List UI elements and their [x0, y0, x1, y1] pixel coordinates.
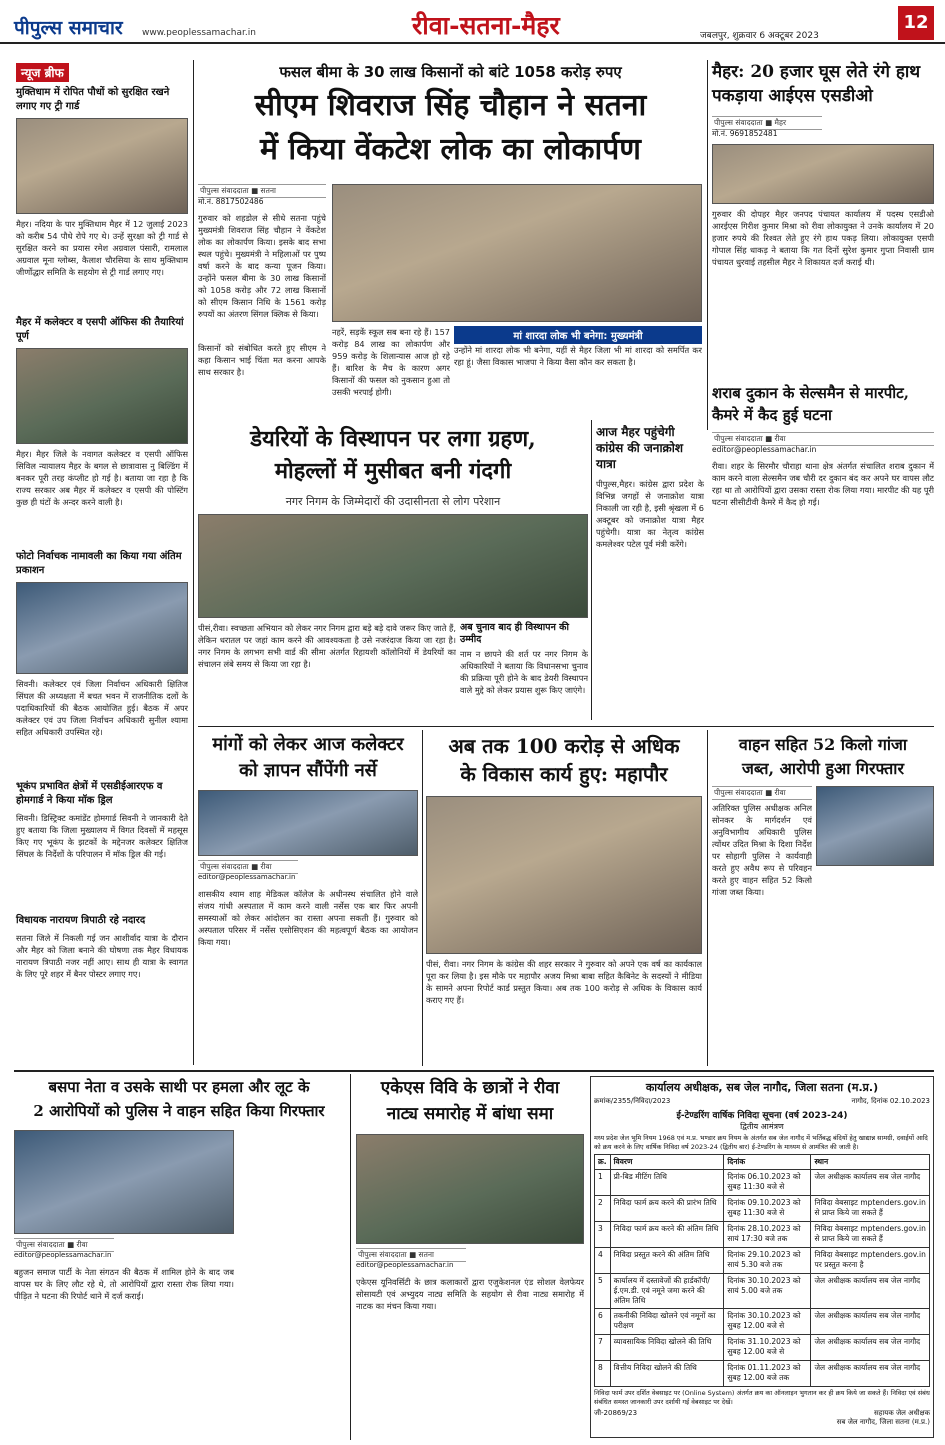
tender-row	[595, 1361, 930, 1387]
lead-photo	[332, 184, 702, 322]
brief-photo	[16, 118, 188, 214]
bsp-photo	[14, 1130, 234, 1234]
brief-photo	[16, 348, 188, 444]
tender-table	[594, 1154, 930, 1387]
bribe-byline: पीपुल्स संवाददाता ■ मैहर	[712, 116, 822, 130]
tender-cell: जेल अधीक्षक कार्यालय सब जेल नागौद	[811, 1309, 930, 1335]
nurses-email[interactable]: editor@peoplessamachar.in	[198, 873, 296, 881]
tender-cell: जेल अधीक्षक कार्यालय सब जेल नागौद	[811, 1335, 930, 1361]
tender-cell: जेल अधीक्षक कार्यालय सब जेल नागौद	[811, 1274, 930, 1309]
lead-byline: पीपुल्स संवाददाता ■ सतना	[198, 184, 326, 198]
mayor-headline-line2[interactable]: के विकास कार्य हुए: महापौर	[460, 762, 668, 786]
tender-intro: मध्य प्रदेश जेल भूमि नियम 1968 एवं म.प्र. भण्डार क्रय नियम के अंतर्गत सब जेल नागौद में भर्तिबद्ध बंदियों हेतु खाद्यान्न सामग्री, दवाईयों आदि को क्रय करने के लिए वार्षिक निविदा वर्ष 2023-24 (द्वितीय बार) ई-टेण्डरिंग के माध्यम से आमंत्रित की जाती है।	[594, 1134, 928, 1151]
dateline: जबलपुर, शुक्रवार 6 अक्टूबर 2023	[700, 31, 819, 41]
tender-row	[595, 1335, 930, 1361]
tender-cell: दिनांक 09.10.2023 को सुबह 11:30 बजे से	[724, 1196, 811, 1222]
brief-headline[interactable]: मुक्तिधाम में रोपित पौधों को सुरक्षित रखने लगाए गए ट्री गार्ड	[16, 87, 170, 112]
tender-cell: निविदा प्रस्तुत करने की अंतिम तिथि	[610, 1248, 724, 1274]
brief-headline[interactable]: विधायक नारायण त्रिपाठी रहे नदारद	[16, 915, 146, 926]
bsp-email[interactable]: editor@peoplessamachar.in	[14, 1251, 112, 1259]
aks-email[interactable]: editor@peoplessamachar.in	[356, 1261, 454, 1269]
tender-cell: व्यावसायिक निविदा खोलने की तिथि	[610, 1335, 724, 1361]
mayor-body: पीसं, रीवा। नगर निगम के कांग्रेस की शहर सरकार ने गुरुवार को अपने एक वर्ष का कार्यकाल पूरा कर लिया है। इस मौके पर महापौर अजय मिश्रा बाबा सहित कैबिनेट के सदस्यों ने मीडिया के सामने अपना रिपोर्ट कार्ड प्रस्तुत किया। अब तक 100 करोड़ से अधिक के विकास कार्य कराए गए हैं।	[426, 959, 702, 1005]
masthead	[0, 0, 945, 44]
tender-cell: दिनांक 06.10.2023 को सुबह 11:30 बजे से	[724, 1170, 811, 1196]
tender-code: जी-20869/23	[594, 1409, 638, 1417]
brief-headline[interactable]: भूकंप प्रभावित क्षेत्रों में एसडीईआरएफ व होमगार्ड ने किया मॉक ड्रिल	[16, 781, 163, 806]
tender-cell: जेल अधीक्षक कार्यालय सब जेल नागौद	[811, 1170, 930, 1196]
liquor-email[interactable]: editor@peoplessamachar.in	[712, 445, 817, 454]
tender-cell: दिनांक 30.10.2023 को सुबह 12.00 बजे से	[724, 1309, 811, 1335]
tender-ref: क्रमांक/2355/निविदा/2023	[594, 1097, 671, 1105]
lead-body-col1: गुरुवार को शहडोल से सीधे सतना पहुंचे मुख्यमंत्री शिवराज सिंह चौहान ने वेंकटेश लोक का लोकार्पण किया। इसके बाद सभा स्थल पहुंचे। मुख्यमंत्री ने महिलाओं पर पुष्प वर्षा करने के बाद कन्या पूजन किया। उन्होंने फसल बीमा के 30 लाख किसानों को 1058 करोड़ और 72 लाख किसानों को सीएम किसान निधि के 1561 करोड़ रुपयों का अंतरण सिंगल क्लिक से किया।	[198, 213, 326, 319]
tender-cell: 4	[595, 1248, 611, 1274]
liquor-body: रीवा। शहर के सिरमौर चौराहा थाना क्षेत्र अंतर्गत संचालित शराब दुकान में काम करने वाला सेल्समैन जब चौरी दर दुकान बंद कर अपने घर वापस लौट रहा था तो आरोपियों द्वारा उसका रास्ता रोक लिया गया। मारपीट की यह पूरी घटना सीसीटीवी कैमरे में कैद हो गई।	[712, 461, 934, 507]
column-divider	[707, 60, 708, 430]
tender-cell: 7	[595, 1335, 611, 1361]
dairy-deck: नगर निगम के जिम्मेदारों की उदासीनता से लोग परेशान	[285, 495, 501, 508]
lead-headline-line2[interactable]: में किया वेंकटेश लोक का लोकार्पण	[260, 132, 641, 167]
news-brief-column	[16, 62, 188, 1067]
ganja-byline: पीपुल्स संवाददाता ■ रीवा	[712, 786, 812, 800]
nurses-byline: पीपुल्स संवाददाता ■ रीवा	[198, 860, 298, 874]
tender-cell: निविदा वेबसाइट mptenders.gov.in पर प्रस्तुत करना है	[811, 1248, 930, 1274]
tender-col-header: दिनांक	[724, 1155, 811, 1170]
aks-photo	[356, 1134, 584, 1244]
region-title: रीवा-सतना-मैहर	[412, 11, 560, 40]
brief-body: सिवनी। डिस्ट्रिक्ट कमांडेंट होमगार्ड सिवनी ने जानकारी देते हुए बताया कि जिला मुख्यालय में विगत दिवसों में महसूस किए गए भूकंप के झटकों के मद्देनजर कलेक्टर क्षितिज सिंघल के निर्देशों के परिपालन में मॉक ड्रिल की गई।	[16, 813, 188, 859]
mayor-headline-line1[interactable]: अब तक 100 करोड़ से अधिक	[448, 734, 680, 758]
tender-cell: दिनांक 28.10.2023 को सायं 17:30 बजे तक	[724, 1222, 811, 1248]
tender-cell: दिनांक 01.11.2023 को सुबह 12.00 बजे तक	[724, 1361, 811, 1387]
column-divider	[591, 420, 592, 720]
tender-cell: 8	[595, 1361, 611, 1387]
lead-subbody: उन्होंने मां शारदा लोक भी बनेगा, यहीं से मैहर जिला भी मां शारदा को समर्पित कर रहा हूं। जैसा विकास भाजपा ने किया वैसा कौन कर सकता है।	[454, 345, 702, 367]
tender-row	[595, 1309, 930, 1335]
tender-cell: वित्तीय निविदा खोलने की तिथि	[610, 1361, 724, 1387]
dairy-headline-line2[interactable]: मोहल्लों में मुसीबत बनी गंदगी	[274, 458, 512, 484]
ganja-headline-line2[interactable]: जब्त, आरोपी हुआ गिरफ्तार	[742, 759, 904, 778]
bsp-headline-line2[interactable]: 2 आरोपियों को पुलिस ने वाहन सहित किया गिरफ्तार	[33, 1102, 325, 1120]
ganja-photo	[816, 786, 934, 866]
tender-cell: 6	[595, 1309, 611, 1335]
brief-headline[interactable]: फोटो निर्वाचक नामावली का किया गया अंतिम प्रकाशन	[16, 551, 182, 576]
tender-cell: निविदा फार्म क्रय करने की प्रारंभ तिथि	[610, 1196, 724, 1222]
tender-cell: दिनांक 31.10.2023 को सुबह 12.00 बजे से	[724, 1335, 811, 1361]
brief-body: सतना जिले में निकली गई जन आशीर्वाद यात्रा के दौरान और मैहर को जिला बनाने की घोषणा तक मैहर विधायक नारायण त्रिपाठी नजर नहीं आए। साथ ही यात्रा के स्वागत के लिए पूरे शहर में बैनर पोस्टर लगाए गए।	[16, 933, 188, 979]
ganja-body: अतिरिक्त पुलिस अधीक्षक अनिल सोनकर के मार्गदर्शन एवं अनुविभागीय अधिकारी पुलिस त्योंथर उदित मिश्रा के दिशा निर्देश पर सोहागी पुलिस ने कार्यवाही करते हुए अवैध रूप से परिवहन करते हुए वाहन सहित 52 किलो गांजा जब्त किया।	[712, 803, 812, 897]
tender-subsubject: द्वितीय आमंत्रण	[740, 1122, 784, 1131]
bribe-body: गुरुवार की दोपहर मैहर जनपद पंचायत कार्यालय में पदस्थ एसडीओ आरईएस गिरीश कुमार मिश्रा को रीवा लोकायुक्त ने उनके कार्यालय में 20 हजार रुपये की रिश्वत लेते हुए रंगे हाथ पकड़ लिया। लोकायुक्त एसपी गोपाल सिंह धाकड़ ने बताया कि गत दिनों सुरेश कुमार गुप्ता निवासी ग्राम पंचायत धुरवाई तहसील मैहर ने शिकायत दर्ज कराई थी।	[712, 209, 934, 267]
tender-row	[595, 1248, 930, 1274]
tender-cell: दिनांक 30.10.2023 को सायं 5.00 बजे तक	[724, 1274, 811, 1309]
tender-notice	[590, 1076, 934, 1438]
column-divider	[193, 60, 194, 1065]
brief-headline[interactable]: मैहर में कलेक्टर व एसपी ऑफिस की तैयारियां पूर्ण	[16, 317, 184, 342]
tender-date: नागौद, दिनांक 02.10.2023	[851, 1097, 930, 1105]
column-divider	[422, 730, 423, 1066]
lead-mobile: मो.नं. 8817502486	[198, 197, 264, 206]
nurses-headline-line1[interactable]: मांगों को लेकर आज कलेक्टर	[212, 734, 404, 755]
aks-headline-line1[interactable]: एकेएस विवि के छात्रों ने रीवा	[380, 1078, 560, 1098]
newspaper-logo: पीपुल्स समाचार	[14, 17, 123, 39]
tender-cell: तकनीकी निविदा खोलने एवं नमूनों का परीक्षण	[610, 1309, 724, 1335]
column-divider	[707, 730, 708, 1066]
bsp-headline-line1[interactable]: बसपा नेता व उसके साथी पर हमला और लूट के	[48, 1078, 310, 1096]
liquor-headline[interactable]: शराब दुकान के सेल्समैन से मारपीट, कैमरे में कैद हुई घटना	[712, 384, 909, 424]
brief-body: मैहर। नदिया के पार मुक्तिधाम मैहर में 12 जुलाई 2023 को करीब 54 पौधे रोपे गए थे। उन्हें सुरक्षा को ट्री गार्ड से सुरक्षित करने का प्रयास रमेश अग्रवाल पंसारी, रामलाल अग्रवाल मूना ग्लोब्स, कैलाश चौरसिया के साथ मुक्तिधाम जीर्णोद्धार समिति के सहयोग से ट्री गार्ड लगाए गए।	[16, 219, 188, 277]
tender-cell: 2	[595, 1196, 611, 1222]
ganja-headline-line1[interactable]: वाहन सहित 52 किलो गांजा	[738, 735, 908, 754]
bsp-body: बहुजन समाज पार्टी के नेता संगठन की बैठक में शामिल होने के बाद जब वापस घर के लिए लौट रहे थे, तो आरोपियों द्वारा रास्ता रोक लिया गया। पीड़ित ने घटना की रिपोर्ट थाने में दर्ज कराई।	[14, 1267, 234, 1301]
lead-body-col2: किसानों को संबोधित करते हुए सीएम ने कहा किसान भाई चिंता मत करना आपके साथ सरकार है।	[198, 343, 326, 377]
lead-body-col3: नहरें, सड़कें स्कूल सब बना रहे हैं। 157 करोड़ 84 लाख का लोकार्पण और 959 करोड़ के शिलान्यास आज हो रहे हैं। बारिश के मैच के कारण अगर किसानों की फसल को नुकसान हुआ तो उसकी भरपाई होगी।	[332, 327, 450, 397]
bribe-photo	[712, 144, 934, 204]
tender-cell: दिनांक 29.10.2023 को सायं 5.30 बजे तक	[724, 1248, 811, 1274]
congress-headline[interactable]: आज मैहर पहुंचेगी कांग्रेस की जनाक्रोश यात्रा	[596, 425, 684, 471]
tender-cell: निविदा वेबसाइट mptenders.gov.in से प्राप्त किये जा सकते हैं	[811, 1196, 930, 1222]
tender-cell: निविदा फार्म क्रय करने की अंतिम तिथि	[610, 1222, 724, 1248]
nurses-headline-line2[interactable]: को ज्ञापन सौंपेंगी नर्से	[239, 760, 377, 781]
nurses-photo	[198, 790, 418, 856]
aks-headline-line2[interactable]: नाट्य समारोह में बांधा समा	[386, 1104, 554, 1124]
bsp-byline: पीपुल्स संवाददाता ■ रीवा	[14, 1238, 114, 1252]
bribe-mobile: मो.नं. 9691852481	[712, 129, 778, 138]
brief-photo	[16, 582, 188, 674]
mayor-photo	[426, 796, 702, 954]
congress-body: पीपुल्स,मैहर। कांग्रेस द्वारा प्रदेश के विभिन्न जगहों से जनाक्रोश यात्रा निकाली जा रही है, इसी श्रृंखला में 6 अक्टूबर को जनाक्रोश यात्रा मैहर पहुंचेगी। यात्रा का नेतृत्व कांग्रेस कमलेश्वर पटेल पूर्व मंत्री करेंगे।	[596, 479, 704, 549]
tender-subject: ई-टेण्डरिंग वार्षिक निविदा सूचना (वर्ष 2023-24)	[676, 1111, 848, 1121]
dairy-headline-line1[interactable]: डेयरियों के विस्थापन पर लगा ग्रहण,	[250, 426, 536, 452]
tender-cell: 1	[595, 1170, 611, 1196]
brief-body: मैहर। मैहर जिले के नवागत कलेक्टर व एसपी ऑफिस सिविल न्यायालय मैहर के बगल से छात्रावास नु बिल्डिंग में बनकर पूरी तरह कंप्लीट हो गई है। बताया जा रहा है कि राज्य सरकार अब मैहर में कलेक्टर व एसपी की पोस्टिंग कुछ ही घंटों के अन्दर करने वाली है।	[16, 449, 188, 507]
liquor-byline: पीपुल्स संवाददाता ■ रीवा	[712, 432, 934, 446]
column-divider	[350, 1074, 351, 1440]
tender-signature-office: सब जेल नागौद, जिला सतना (म.प्र.)	[836, 1418, 930, 1426]
lead-subhead: मां शारदा लोक भी बनेगा: मुख्यमंत्री	[454, 326, 702, 344]
section-divider	[198, 726, 934, 727]
tender-row	[595, 1274, 930, 1309]
tender-cell: जेल अधीक्षक कार्यालय सब जेल नागौद	[811, 1361, 930, 1387]
tender-cell: निविदा वेबसाइट mptenders.gov.in से प्राप्त किये जा सकते हैं	[811, 1222, 930, 1248]
dairy-subbody: नाम न छापने की शर्त पर नगर निगम के अधिकारियों ने बताया कि विधानसभा चुनाव की प्रक्रिया पूरी होने के बाद डेयरी विस्थापन वाले मुद्दे को लेकर प्रयास शुरू किए जाएंगे।	[460, 649, 588, 695]
lead-kicker: फसल बीमा के 30 लाख किसानों को बांटे 1058 करोड़ रुपए	[279, 63, 622, 81]
nurses-body: शासकीय श्याम शाह मेडिकल कॉलेज के अधीनस्थ संचालित होने वाले संजय गांधी अस्पताल में काम करने वाली नर्सेस एक बार फिर अपनी समस्याओं को लेकर आंदोलन का रास्ता अपना सकती हैं। गुरुवार को अस्पताल परिसर में नर्सेस एसोसिएशन की महत्वपूर्ण बैठक का आयोजन किया गया।	[198, 889, 418, 947]
page-number: 12	[898, 6, 934, 40]
tender-title: कार्यालय अधीक्षक, सब जेल नागौद, जिला सतना (म.प्र.)	[645, 1081, 879, 1094]
brief-body: सिवनी। कलेक्टर एवं जिला निर्वाचन अधिकारी क्षितिज सिंघल की अध्यक्षता में बचत भवन में राजनीतिक दलों के पदाधिकारियों की बैठक आयोजित हुई। बैठक में अपर कलेक्टर एवं उप जिला निर्वाचन अधिकारी सुनील श्यामा सहित अधिकारी उपस्थित रहे।	[16, 679, 188, 737]
tender-cell: प्री-बिड मीटिंग तिथि	[610, 1170, 724, 1196]
tender-col-header: क्र.	[595, 1155, 611, 1170]
tender-signature-title: सहायक जेल अधीक्षक	[874, 1409, 930, 1417]
tender-cell: कार्यालय में दस्तावेजों की हार्डकॉपी/ई.एम.डी. एवं नमूने जमा करने की अंतिम तिथि	[610, 1274, 724, 1309]
lead-headline-line1[interactable]: सीएम शिवराज सिंह चौहान ने सतना	[254, 88, 647, 123]
bribe-headline[interactable]: मैहर: 20 हजार घूस लेते रंगे हाथ पकड़ाया आईएस एसडीओ	[712, 62, 921, 106]
tender-col-header: स्थान	[811, 1155, 930, 1170]
aks-byline: पीपुल्स संवाददाता ■ सतना	[356, 1248, 466, 1262]
site-url[interactable]: www.peoplessamachar.in	[142, 28, 256, 38]
tender-cell: 5	[595, 1274, 611, 1309]
tender-footer-note: निविदा फार्म उपर दर्शित वेबसाइट पर (Online System) अंतर्गत क्रय का ऑनलाइन भुगतान कर ही क्रय किये जा सकते हैं। निविदा एवं संबंध संबंधित समस्त जानकारी उपर दर्शायी गई वेबसाइट पर देखें।	[594, 1389, 930, 1406]
tender-cell: 3	[595, 1222, 611, 1248]
tender-col-header: विवरण	[610, 1155, 724, 1170]
tender-row	[595, 1222, 930, 1248]
dairy-body: पीसं,रीवा। स्वच्छता अभियान को लेकर नगर निगम द्वारा बड़े बड़े दावे जरूर किए जाते हैं, लेकिन धरातल पर जहां काम करने की आवश्यकता है उसे नजरंदाज किया जा रहा है। नगर निगम के लगभग सभी वार्ड की सीमा अंतर्गत रिहायशी कॉलोनियों में डेयरियों का संचालन लंबे समय से किया जा रहा है।	[198, 623, 456, 669]
news-brief-label: न्यूज ब्रीफ	[16, 63, 69, 82]
tender-row	[595, 1196, 930, 1222]
dairy-subhead: अब चुनाव बाद ही विस्थापन की उम्मीद	[460, 622, 569, 645]
section-divider	[14, 1070, 934, 1072]
dairy-photo	[198, 514, 588, 618]
tender-row	[595, 1170, 930, 1196]
aks-body: एकेएस यूनिवर्सिटी के छात्र कलाकारों द्वारा एजुकेशनल एंड सोशल वेलफेयर सोसायटी एवं अभ्युदय नाट्य समिति के सहयोग से रीवा नाट्य समारोह में नाटक का मंचन किया गया।	[356, 1277, 584, 1311]
